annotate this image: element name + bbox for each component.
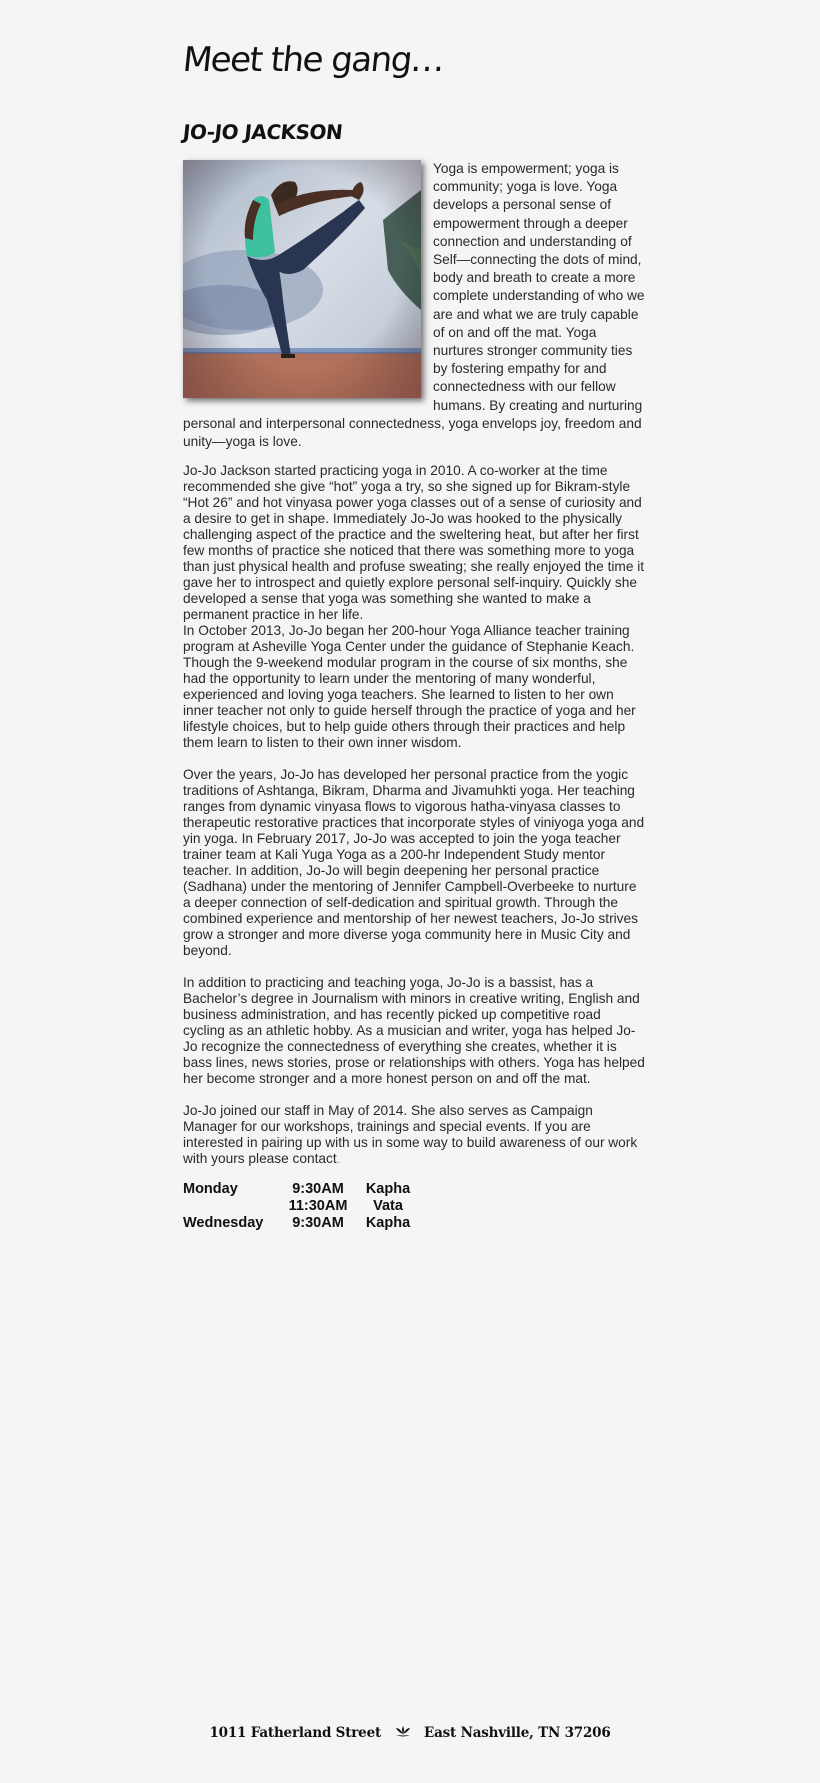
contact-link[interactable]: . <box>336 1151 341 1167</box>
lotus-icon <box>394 1725 412 1739</box>
schedule-time: 9:30AM <box>292 1181 344 1198</box>
schedule-day: Wednesday <box>183 1215 264 1232</box>
footer-address <box>0 1725 820 1741</box>
intro-text: Yoga is empowerment; yoga is community; yoga is love. Yoga develops a personal sense of empowerment through a deeper connection and understanding of Self—connecting the dots of mind, body and breath to create a more complete understanding of who we are and what we are truly capable of on and off the mat. Yoga nurtures stronger community ties by fostering empathy for and connectedness with our fellow humans. By creating and nurturing personal and interpersonal connectedness, yoga envelops joy, freedom and unity—yoga is love. <box>183 161 645 450</box>
person-photo <box>183 160 421 398</box>
schedule-class: Kapha <box>365 1215 411 1232</box>
schedule-time: 11:30AM <box>288 1198 348 1215</box>
bio-paragraph: In addition to practicing and teaching yoga, Jo-Jo is a bassist, has a Bachelor’s degree in Journalism with minors in creative writing, English and business administration, and has recently picked up competitive road cycling as an athletic hobby. As a musician and writer, yoga has helped Jo-Jo recognize the connectedness of everything she creates, whether it is bass lines, news stories, prose or relationships with others. Yoga has helped her become stronger and a more honest person on and off the mat. <box>183 975 645 1087</box>
schedule-class: Kapha <box>365 1181 411 1198</box>
class-schedule <box>183 1181 645 1232</box>
footer-city: East Nashville, TN 37206 <box>424 1725 611 1741</box>
bio-intro <box>183 160 645 451</box>
schedule-row <box>183 1198 645 1215</box>
page-title: Meet the gang… <box>180 40 446 80</box>
main-content <box>180 30 645 1232</box>
bio-paragraph <box>183 1103 645 1167</box>
schedule-day: Monday <box>183 1181 238 1198</box>
bio-paragraph: In October 2013, Jo-Jo began her 200-hour Yoga Alliance teacher training program at Asheville Yoga Center under the guidance of Stephanie Keach. Though the 9-weekend modular program in the course of six months, she had the opportunity to learn under the mentoring of many wonderful, experienced and loving yoga teachers. She learned to listen to her own inner teacher not only to guide herself through the practice of yoga and her lifestyle choices, but to help guide others through their practices and help them learn to listen to their own inner wisdom. <box>183 623 636 751</box>
schedule-row <box>183 1215 645 1232</box>
schedule-row <box>183 1181 645 1198</box>
person-name: JO-JO JACKSON <box>181 120 344 144</box>
schedule-day <box>183 1198 278 1215</box>
bio-paragraph: Jo-Jo Jackson started practicing yoga in 2010. A co-worker at the time recommended she give “hot” yoga a try, so she signed up for Bikram-style “Hot 26” and hot vinyasa power yoga classes out of a sense of curiosity and a desire to get in shape. Immediately Jo-Jo was hooked to the physically challenging aspect of the practice and the sweltering heat, but after her first few months of practice she noticed that there was something more to yoga than just physical health and profuse sweating; she really enjoyed the time it gave her to introspect and quietly explore personal self-inquiry. Quickly she developed a sense that yoga was something she wanted to make a permanent practice in her life. <box>183 463 645 623</box>
schedule-time: 9:30AM <box>292 1215 344 1232</box>
contact-paragraph-text: Jo-Jo joined our staff in May of 2014. She also serves as Campaign Manager for our workshops, trainings and special events. If you are interested in pairing up with us in some way to build awareness of our work with yours please contact <box>183 1103 638 1167</box>
footer-street: 1011 Fatherland Street <box>209 1725 381 1741</box>
schedule-class: Vata <box>373 1198 403 1215</box>
bio-paragraph: Over the years, Jo-Jo has developed her personal practice from the yogic traditions of Ashtanga, Bikram, Dharma and Jivamuhkti yoga. Her teaching ranges from dynamic vinyasa flows to vigorous hatha-vinyasa classes to therapeutic restorative practices that incorporate styles of viniyoga yoga and yin yoga. In February 2017, Jo-Jo was accepted to join the yoga teacher trainer team at Kali Yuga Yoga as a 200-hr Independent Study mentor teacher. In addition, Jo-Jo will begin deepening her personal practice (Sadhana) under the mentoring of Jennifer Campbell-Overbeeke to nurture a deeper connection of self-dedication and spiritual growth. Through the combined experience and mentorship of her newest teachers, Jo-Jo strives grow a stronger and more diverse yoga community here in Music City and beyond. <box>183 767 645 959</box>
